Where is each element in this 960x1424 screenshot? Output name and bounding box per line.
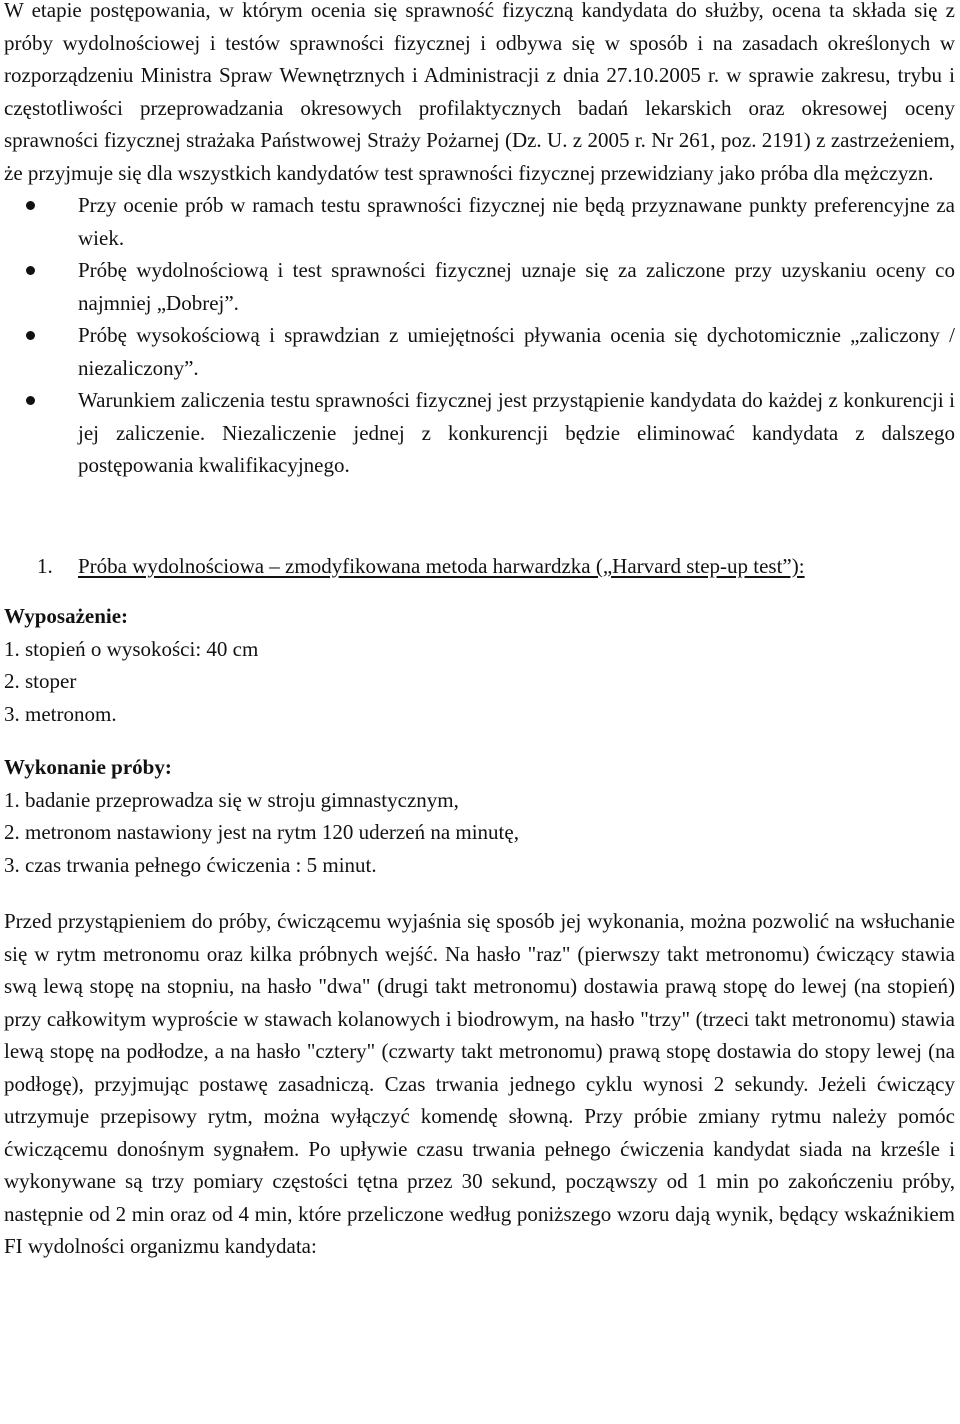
bullet-dot-icon <box>26 331 35 340</box>
bullet-text: Warunkiem zaliczenia testu sprawności fizycznej jest przystąpienie kandydata do każdej z konkurencji i jej zaliczenie. Niezaliczenie jednej z konkurencji będzie eliminować kandydata z dalszego postępowania kwalifikacyjnego. <box>78 388 955 477</box>
section-heading <box>4 550 955 583</box>
spacer <box>4 881 955 905</box>
procedure-paragraph: Przed przystąpieniem do próby, ćwiczącemu wyjaśnia się sposób jej wykonania, można pozwolić na wsłuchanie się w rytm metronomu oraz kilka próbnych wejść. Na hasło "raz" (pierwszy takt metronomu) ćwiczący stawia swą lewą stopę na stopniu, na hasło "dwa" (drugi takt metronomu) dostawia prawą stopę do lewej (na stopień) przy całkowitym wyproście w stawach kolanowych i biodrowym, na hasło "trzy" (trzeci takt metronomu) stawia lewą stopę na podłodze, a na hasło "cztery" (czwarty takt metronomu) prawą stopę dostawia do stopy lewej (na podłogę), przyjmując postawę zasadniczą. Czas trwania jednego cyklu wynosi 2 sekundy. Jeżeli ćwiczący utrzymuje przepisowy rytm, można wyłączyć komendę słowną. Przy próbie zmiany rytmu należy pomóc ćwiczącemu donośnym sygnałem. Po upływie czasu trwania pełnego ćwiczenia kandydat siada na krześle i wykonywane są trzy pomiary częstości tętna przez 30 sekund, począwszy od 1 min po zakończeniu próby, następnie od 2 min oraz od 4 min, które przeliczone według poniższego wzoru dają wynik, będący wskaźnikiem FI wydolności organizmu kandydata: <box>4 909 955 1258</box>
bullet-item <box>4 384 955 482</box>
bullet-text: Przy ocenie prób w ramach testu sprawności fizycznej nie będą przyznawane punkty preferencyjne za wiek. <box>78 193 955 250</box>
section-title: Próba wydolnościowa – zmodyfikowana metoda harwardzka („Harvard step-up test”): <box>78 553 805 578</box>
execution-item: 3. czas trwania pełnego ćwiczenia : 5 minut. <box>4 852 377 877</box>
equipment-item: 3. metronom. <box>4 701 117 726</box>
bullet-text: Próbę wysokościową i sprawdzian z umiejętności pływania ocenia się dychotomicznie „zaliczony / niezaliczony”. <box>78 323 955 380</box>
equipment-heading: Wyposażenie: <box>4 604 129 628</box>
bullet-item <box>4 189 955 254</box>
rules-bullet-list <box>4 189 955 482</box>
execution-item: 2. metronom nastawiony jest na rytm 120 uderzeń na minutę, <box>4 820 519 844</box>
bullet-dot-icon <box>26 201 35 210</box>
execution-item: 1. badanie przeprowadza się w stroju gimnastycznym, <box>4 787 459 812</box>
bullet-text: Próbę wydolnościową i test sprawności fizycznej uznaje się za zaliczone przy uzyskaniu oceny co najmniej „Dobrej”. <box>78 258 955 315</box>
bullet-dot-icon <box>26 266 35 275</box>
bullet-dot-icon <box>26 396 35 405</box>
bullet-item <box>4 319 955 384</box>
spacer <box>4 730 955 751</box>
document-page <box>4 0 955 1263</box>
section-number: 1. <box>37 553 53 578</box>
intro-paragraph: W etapie postępowania, w którym ocenia się sprawność fizyczną kandydata do służby, ocena ta składa się z próby wydolnościowej i testów sprawności fizycznej i odbywa się w sposób i na zasadach określonych w rozporządzeniu Ministra Spraw Wewnętrznych i Administracji z dnia 27.10.2005 r. w sprawie zakresu, trybu i częstotliwości przeprowadzania okresowych profilaktycznych badań lekarskich oraz okresowej oceny sprawności fizycznej strażaka Państwowej Straży Pożarnej (Dz. U. z 2005 r. Nr 261, poz. 2191) z zastrzeżeniem, że przyjmuje się dla wszystkich kandydatów test sprawności fizycznej przewidziany jako próba dla mężczyzn. <box>4 0 955 185</box>
spacer <box>4 582 955 600</box>
spacer <box>4 482 955 550</box>
equipment-item: 1. stopień o wysokości: 40 cm <box>4 636 259 661</box>
execution-heading: Wykonanie próby: <box>4 755 172 779</box>
equipment-item: 2. stoper <box>4 669 77 693</box>
bullet-item <box>4 254 955 319</box>
